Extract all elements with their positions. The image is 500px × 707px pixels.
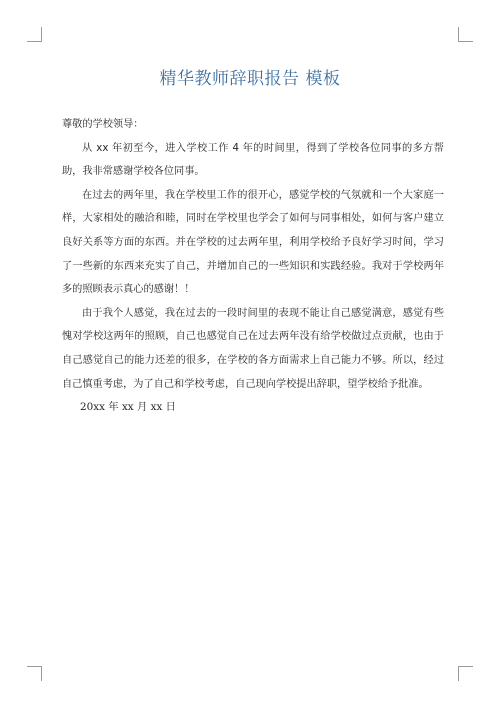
crop-mark-bottom-right <box>458 666 473 681</box>
paragraph-1: 从 xx 年初至今，进入学校工作 4 年的时间里，得到了学校各位同事的多方帮助，我非常感谢学校各位同事。 <box>62 142 444 178</box>
salutation: 尊敬的学校领导： <box>62 119 144 130</box>
date-line: 20xx 年 xx 月 xx 日 <box>80 401 177 414</box>
crop-mark-bottom-left <box>27 666 42 681</box>
document-body <box>62 113 444 420</box>
crop-mark-top-right <box>458 27 473 42</box>
document-title: 精华教师辞职报告 模板 <box>159 69 341 89</box>
paragraph-3: 由于我个人感觉，我在过去的一段时间里的表现不能让自己感觉满意，感觉有些愧对学校这两年的照顾，自己也感觉自己在过去两年没有给学校做过点贡献，也由于自己感觉自己的能力还差的很多，在学校的各方面需求上自己能力不够。所以，经过自己慎重考虑，为了自己和学校考虑，自己现向学校提出辞职，望学校给予批准。 <box>62 307 444 390</box>
paragraph-2: 在过去的两年里，我在学校里工作的很开心，感觉学校的气氛就和一个大家庭一样，大家相处的融洽和睦，同时在学校里也学会了如何与同事相处，如何与客户建立良好关系等方面的东西。并在学校的过去两年里，利用学校给予良好学习时间，学习了一些新的东西来充实了自己，并增加自己的一些知识和实践经验。我对于学校两年多的照顾表示真心的感谢！！ <box>62 189 444 296</box>
crop-mark-top-left <box>27 27 42 42</box>
